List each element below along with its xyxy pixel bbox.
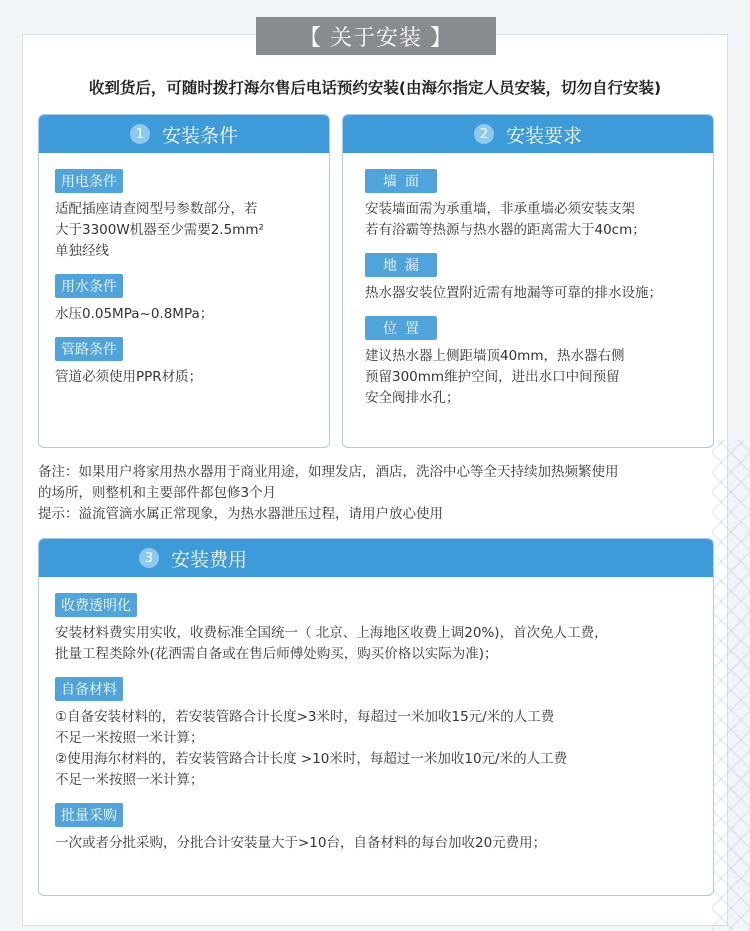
transparent-fees-tag: 收费透明化 — [55, 593, 137, 617]
bulk-purchase-text — [55, 833, 697, 854]
note-line: 提示：溢流管滴水属正常现象，为热水器泄压过程，请用户放心使用 — [38, 506, 443, 522]
page-subtitle: 收到货后，可随时拨打海尔售后电话预约安装(由海尔指定人员安装，切勿自行安装) — [88, 79, 662, 97]
pipe-conditions-text — [55, 367, 313, 388]
text-line: 安全阀排水孔； — [365, 390, 460, 406]
install-fees-card — [38, 538, 714, 896]
text-line: 不足一米按照一米计算； — [55, 730, 204, 746]
position-text — [365, 346, 697, 409]
text-line: ②使用海尔材料的，若安装管路合计长度 >10米时，每超过一米加收10元/米的人工费 — [55, 751, 568, 767]
number-badge: 3 — [139, 548, 159, 568]
card-heading: 安装费用 — [171, 548, 248, 571]
text-line: 建议热水器上侧距墙顶40mm，热水器右侧 — [365, 348, 625, 364]
water-conditions-tag: 用水条件 — [55, 274, 123, 298]
wall-text — [365, 199, 697, 241]
text-line: 预留300mm维护空间，进出水口中间预留 — [365, 369, 620, 385]
own-materials-tag: 自备材料 — [55, 677, 123, 701]
power-conditions-text — [55, 199, 313, 262]
card-heading: 安装要求 — [505, 124, 582, 147]
position-tag: 位置 — [365, 316, 437, 340]
floor-drain-text — [365, 283, 697, 304]
install-fees-header — [39, 539, 713, 577]
install-requirements-header — [343, 115, 713, 153]
install-fees-body — [39, 577, 713, 854]
own-materials-text — [55, 707, 697, 791]
power-conditions-tag: 用电条件 — [55, 169, 123, 193]
text-line: 若有浴霸等热源与热水器的距离需大于40cm； — [365, 222, 646, 238]
number-badge: 1 — [130, 124, 150, 144]
text-line: 适配插座请查阅型号参数部分，若 — [55, 201, 258, 217]
text-line: 单独经线 — [55, 243, 109, 259]
install-requirements-card — [342, 114, 714, 448]
bulk-purchase-tag: 批量采购 — [55, 803, 123, 827]
pipe-conditions-tag: 管路条件 — [55, 337, 123, 361]
install-conditions-body — [39, 153, 329, 388]
install-conditions-header — [39, 115, 329, 153]
text-line: 热水器安装位置附近需有地漏等可靠的排水设施； — [365, 285, 662, 301]
install-requirements-body — [343, 153, 713, 409]
install-conditions-card — [38, 114, 330, 448]
text-line: ①自备安装材料的，若安装管路合计长度>3米时，每超过一米加收15元/米的人工费 — [55, 709, 555, 725]
text-line: 安装墙面需为承重墙，非承重墙必须安装支架 — [365, 201, 635, 217]
floor-drain-tag: 地漏 — [365, 253, 437, 277]
text-line: 不足一米按照一米计算； — [55, 772, 204, 788]
text-line: 批量工程类除外(花洒需自备或在售后师傅处购买，购买价格以实际为准)； — [55, 646, 498, 662]
text-line: 一次或者分批采购，分批合计安装量大于>10台，自备材料的每台加收20元费用； — [55, 835, 547, 851]
card-heading: 安装条件 — [161, 124, 238, 147]
text-line: 管道必须使用PPR材质； — [55, 369, 203, 385]
transparent-fees-text — [55, 623, 697, 665]
text-line: 安装材料费实用实收，收费标准全国统一（ 北京、上海地区收费上调20%)，首次免人工费， — [55, 625, 608, 641]
notes-block — [38, 462, 728, 525]
text-line: 大于3300W机器至少需要2.5mm² — [55, 222, 264, 238]
text-line: 水压0.05MPa~0.8MPa； — [55, 306, 214, 322]
page-title: 【 关于安装 】 — [256, 17, 496, 55]
number-badge: 2 — [474, 124, 494, 144]
water-conditions-text — [55, 304, 313, 325]
note-line: 备注：如果用户将家用热水器用于商业用途，如理发店，酒店，洗浴中心等全天持续加热频繁使用 — [38, 464, 619, 480]
wall-tag: 墙面 — [365, 169, 437, 193]
note-line: 的场所，则整机和主要部件都包修3个月 — [38, 485, 277, 501]
